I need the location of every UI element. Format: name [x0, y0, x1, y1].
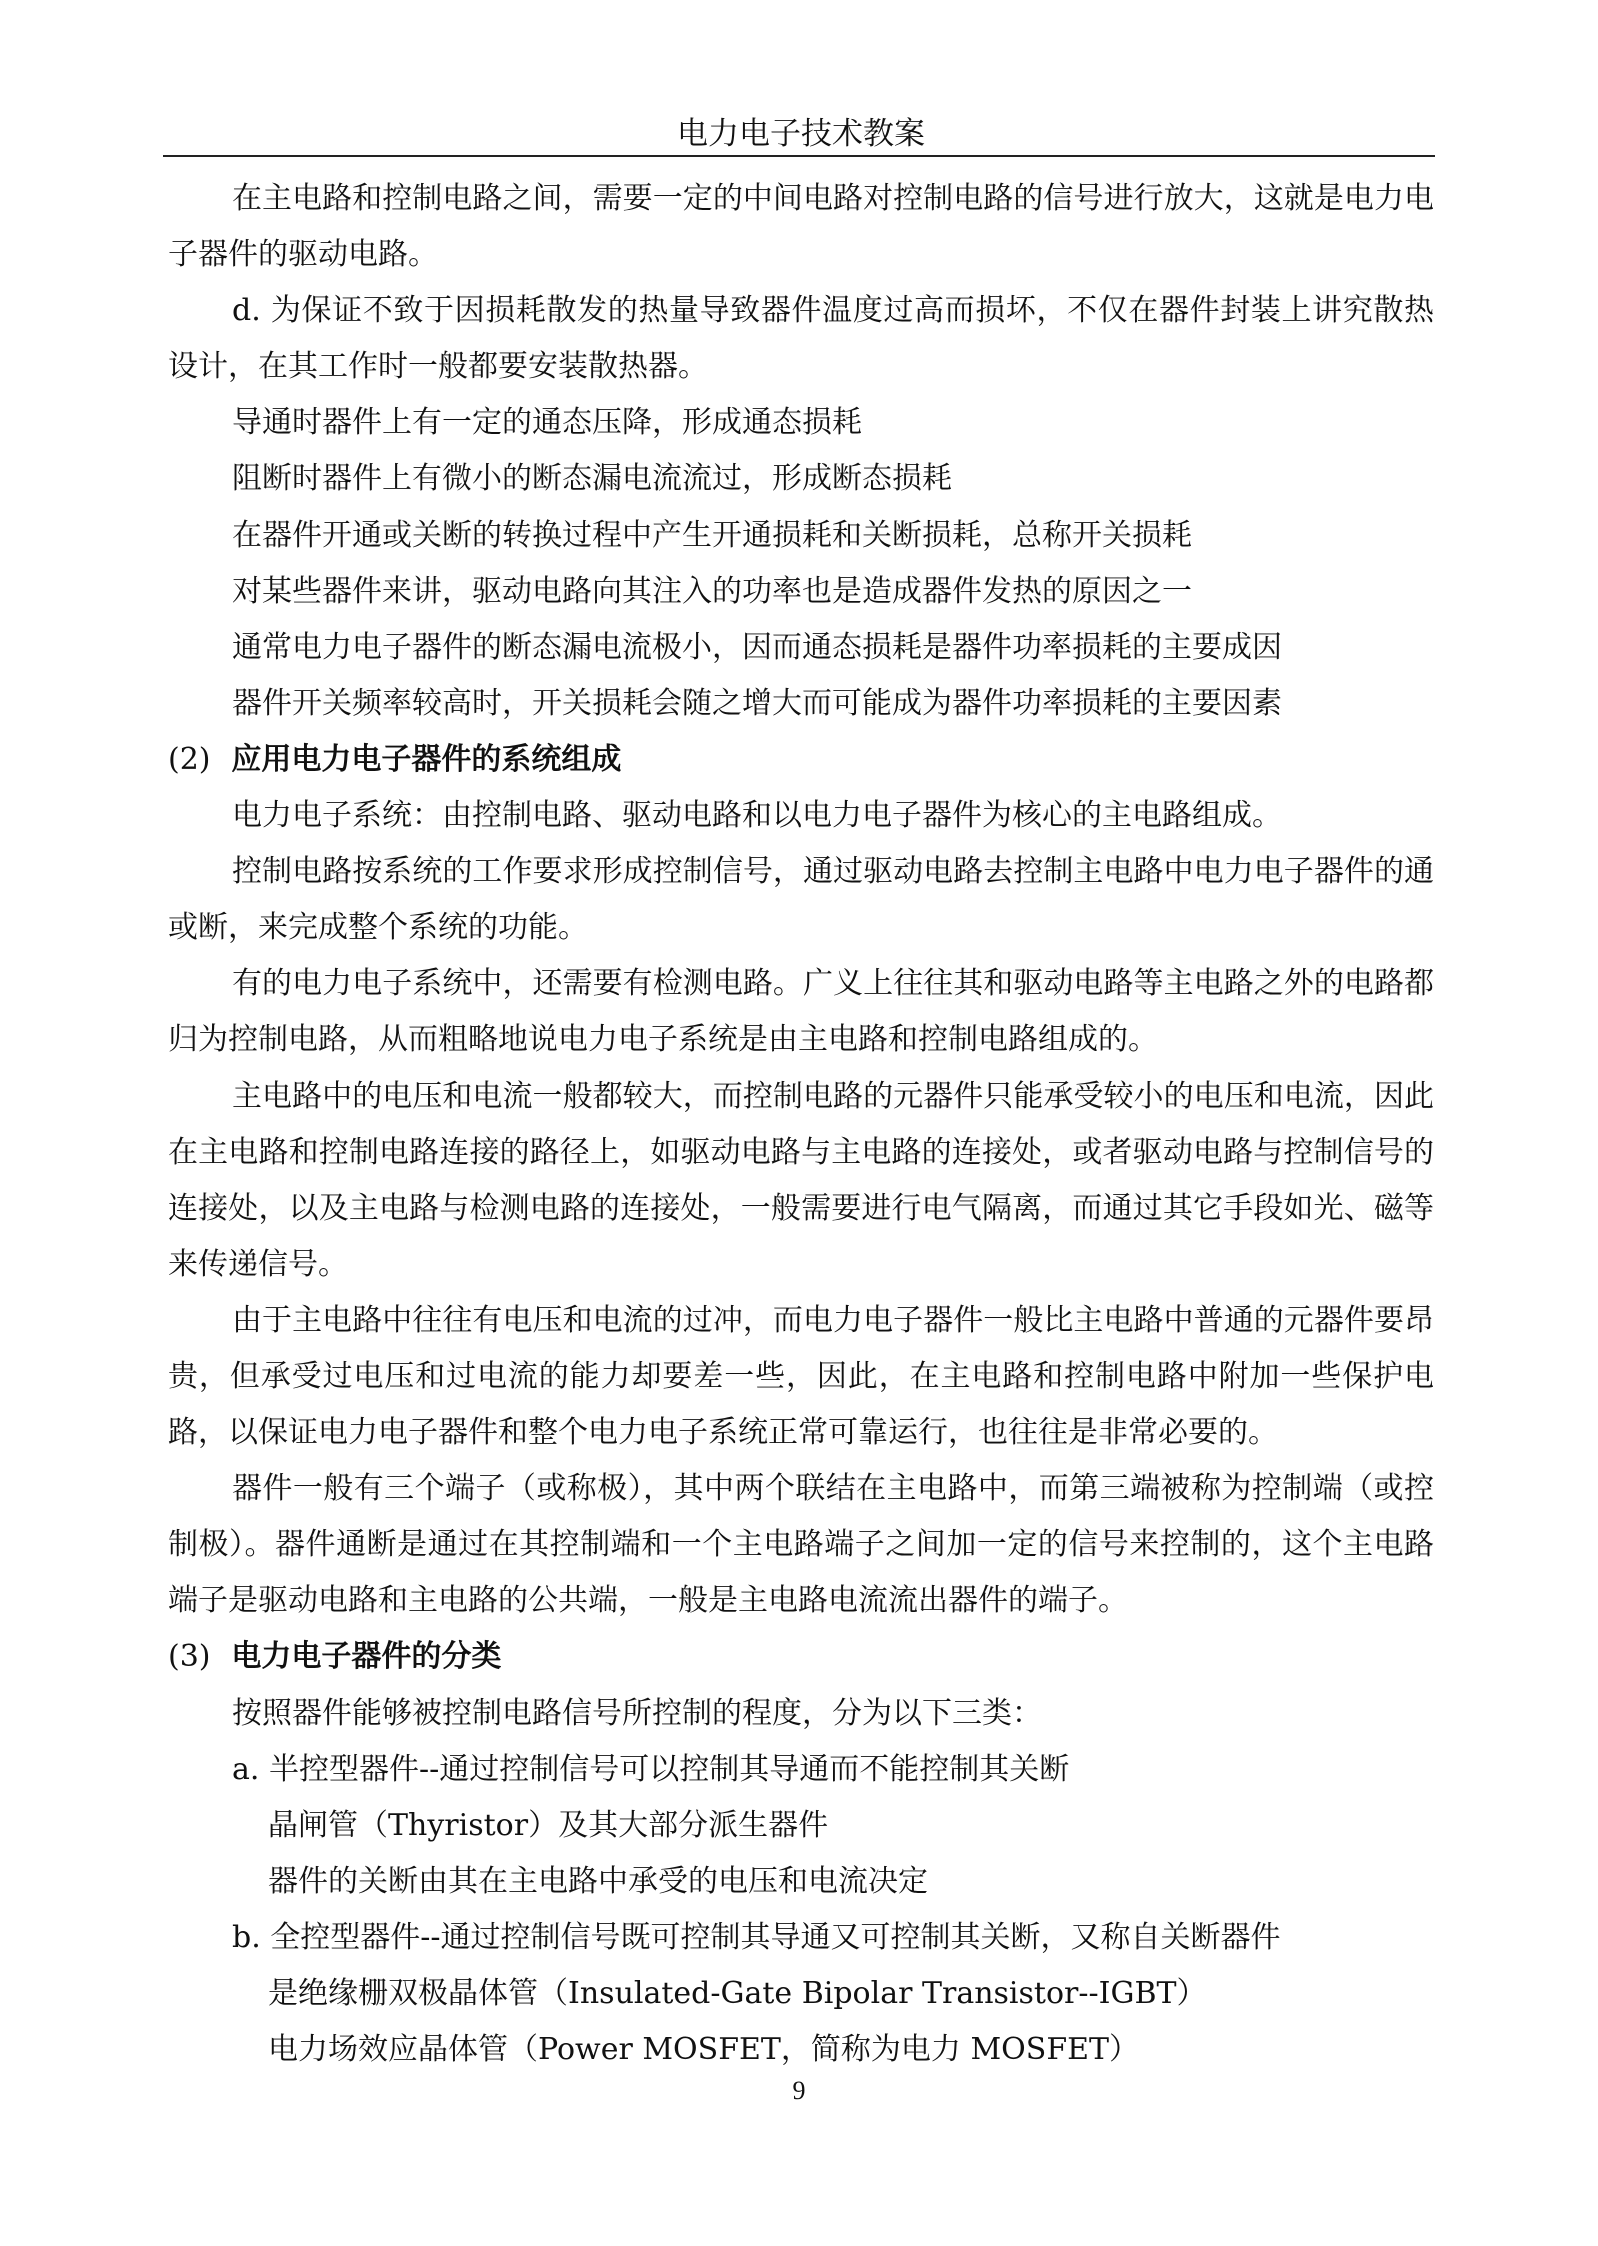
loss-line-switching: 在器件开通或关断的转换过程中产生开通损耗和关断损耗，总称开关损耗	[232, 517, 1192, 553]
list-subitem-turnoff: 器件的关断由其在主电路中承受的电压和电流决定	[268, 1863, 928, 1899]
section-number: (2)	[168, 741, 211, 777]
list-subitem-igbt: 是绝缘栅双极晶体管（Insulated-Gate Bipolar Transistor--IGBT）	[268, 1976, 1207, 2011]
page-body	[168, 171, 1434, 2078]
page-number: 9	[792, 2076, 806, 2105]
paragraph-control-circuit: 控制电路按系统的工作要求形成控制信号，通过驱动电路去控制主电路中电力电子器件的通或断，来完成整个系统的功能。	[168, 854, 1434, 946]
loss-line-main-cause: 通常电力电子器件的断态漏电流极小，因而通态损耗是器件功率损耗的主要成因	[232, 629, 1282, 665]
paragraph-detection-circuit: 有的电力电子系统中，还需要有检测电路。广义上往往其和驱动电路等主电路之外的电路都归为控制电路，从而粗略地说电力电子系统是由主电路和控制电路组成的。	[168, 966, 1434, 1058]
paragraph-system-definition: 电力电子系统：由控制电路、驱动电路和以电力电子器件为核心的主电路组成。	[232, 798, 1282, 834]
list-item-fully-controlled: b. 全控型器件--通过控制信号既可控制其导通又可控制其关断，又称自关断器件	[232, 1919, 1281, 1955]
list-subitem-mosfet: 电力场效应晶体管（Power MOSFET，简称为电力 MOSFET）	[268, 2032, 1140, 2068]
paragraph-heat-dissipation: d. 为保证不致于因损耗散发的热量导致器件温度过高而损坏，不仅在器件封装上讲究散热设计，在其工作时一般都要安装散热器。	[168, 293, 1434, 385]
section-number: (3)	[168, 1639, 211, 1675]
classification-intro: 按照器件能够被控制电路信号所控制的程度，分为以下三类：	[232, 1695, 1042, 1731]
section-heading-2	[168, 732, 1434, 788]
loss-line-high-frequency: 器件开关频率较高时，开关损耗会随之增大而可能成为器件功率损耗的主要因素	[232, 685, 1282, 721]
loss-line-drive-power: 对某些器件来讲，驱动电路向其注入的功率也是造成器件发热的原因之一	[232, 573, 1192, 609]
header-rule	[163, 155, 1435, 157]
list-item-half-controlled: a. 半控型器件--通过控制信号可以控制其导通而不能控制其关断	[232, 1751, 1070, 1787]
paragraph-isolation: 主电路中的电压和电流一般都较大，而控制电路的元器件只能承受较小的电压和电流，因此在主电路和控制电路连接的路径上，如驱动电路与主电路的连接处，或者驱动电路与控制信号的连接处，以及主电路与检测电路的连接处，一般需要进行电气隔离，而通过其它手段如光、磁等来传递信号。	[168, 1078, 1434, 1282]
paragraph-protection: 由于主电路中往往有电压和电流的过冲，而电力电子器件一般比主电路中普通的元器件要昂贵，但承受过电压和过电流的能力却要差一些，因此，在主电路和控制电路中附加一些保护电路，以保证电力电子器件和整个电力电子系统正常可靠运行，也往往是非常必要的。	[168, 1302, 1434, 1451]
running-header: 电力电子技术教案	[677, 116, 925, 152]
list-subitem-thyristor: 晶闸管（Thyristor）及其大部分派生器件	[268, 1807, 829, 1843]
loss-line-off-state: 阻断时器件上有微小的断态漏电流流过，形成断态损耗	[232, 461, 952, 497]
section-title: 电力电子器件的分类	[231, 1639, 502, 1675]
loss-line-conduction: 导通时器件上有一定的通态压降，形成通态损耗	[232, 405, 862, 441]
paragraph-terminals: 器件一般有三个端子（或称极），其中两个联结在主电路中，而第三端被称为控制端（或控制极）。器件通断是通过在其控制端和一个主电路端子之间加一定的信号来控制的，这个主电路端子是驱动电路和主电路的公共端，一般是主电路电流流出器件的端子。	[168, 1471, 1434, 1619]
section-title: 应用电力电子器件的系统组成	[231, 741, 622, 777]
paragraph-driver-circuit: 在主电路和控制电路之间，需要一定的中间电路对控制电路的信号进行放大，这就是电力电子器件的驱动电路。	[168, 181, 1434, 273]
section-heading-3	[168, 1629, 1434, 1685]
